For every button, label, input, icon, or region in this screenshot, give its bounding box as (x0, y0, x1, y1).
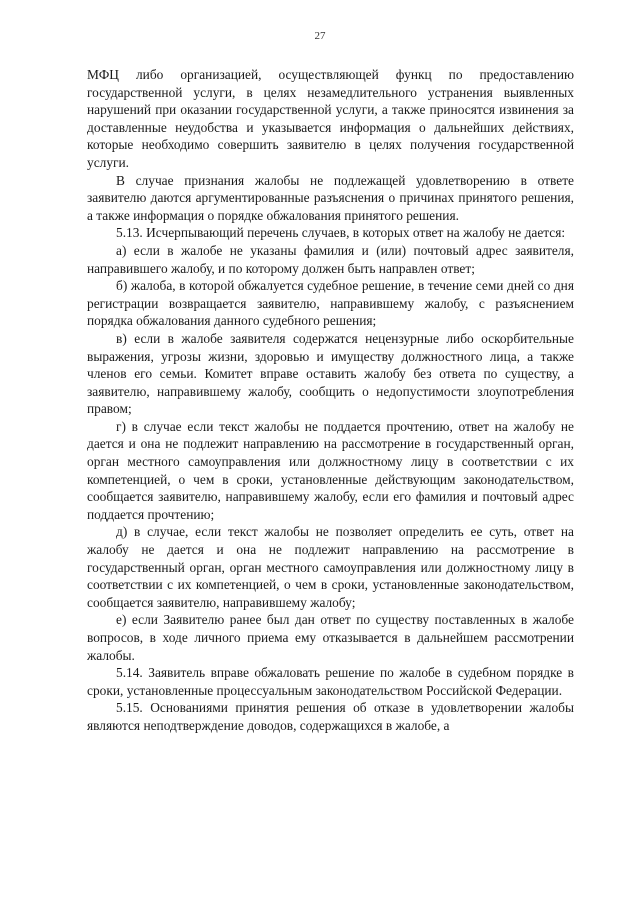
paragraph-5-13-a: а) если в жалобе не указаны фамилия и (или) почтовый адрес заявителя, направившего жалобу, и по которому должен быть направлен ответ; (87, 242, 574, 276)
paragraph-5-14: 5.14. Заявитель вправе обжаловать решение по жалобе в судебном порядке в сроки, установленные процессуальным законодательством Российской Федерации. (87, 665, 574, 698)
paragraph-5-13-v: в) если в жалобе заявителя содержатся нецензурные либо оскорбительные выражения, угрозы жизни, здоровью и имуществу должностного лица, а также членов его семьи. Комитет вправе оставить жалобу без ответа по существу, а заявителю, направившему жалобу, сообщить о недопустимости злоупотребления правом; (87, 330, 574, 417)
paragraph-mfc-continuation: МФЦ либо организацией, осуществляющей функц по предоставлению государственной услуги, в целях незамедлительного устранения выявленных нарушений при оказании государственной услуги, а также приносятся извинения за доставленные неудобства и указывается информация о дальнейших действиях, которые необходимо совершить заявителю в целях получения государственной услуги. (87, 67, 574, 170)
paragraph-5-13-g: г) в случае если текст жалобы не поддается прочтению, ответ на жалобу не дается и она не подлежит направлению на рассмотрение в государственный орган, орган местного самоуправления или должностному лицу в соответствии с их компетенцией, о чем в сроки, установленные действующим законодательством, сообщается заявителю, направившему жалобу, если его фамилия и почтовый адрес поддается прочтению; (87, 418, 574, 522)
paragraph-5-13-heading: 5.13. Исчерпывающий перечень случаев, в которых ответ на жалобу не дается: (116, 225, 566, 241)
paragraph-complaint-rejected: В случае признания жалобы не подлежащей удовлетворению в ответе заявителю даются аргументированные разъяснения о причинах принятого решения, а также информация о порядке обжалования принятого решения. (87, 172, 574, 223)
paragraph-5-13-d: д) в случае, если текст жалобы не позволяет определить ее суть, ответ на жалобу не дается и она не подлежит направлению на рассмотрение в государственный орган, орган местного самоуправления или должностному лицу в соответствии с их компетенцией, о чем в сроки, установленные законодательством, сообщается заявителю, направившему жалобу; (87, 524, 574, 610)
paragraph-5-13-e: е) если Заявителю ранее был дан ответ по существу поставленных в жалобе вопросов, в ходе личного приема ему отказывается в дальнейшем рассмотрении жалобы. (87, 612, 574, 663)
page-number: 27 (314, 30, 326, 42)
paragraph-5-15: 5.15. Основаниями принятия решения об отказе в удовлетворении жалобы являются неподтверждение доводов, содержащихся в жалобе, а (87, 700, 574, 733)
document-body (87, 66, 574, 735)
paragraph-5-13-b: б) жалоба, в которой обжалуется судебное решение, в течение семи дней со дня регистрации возвращается заявителю, направившему жалобу, с разъяснением порядка обжалования данного судебного решения; (87, 278, 574, 329)
